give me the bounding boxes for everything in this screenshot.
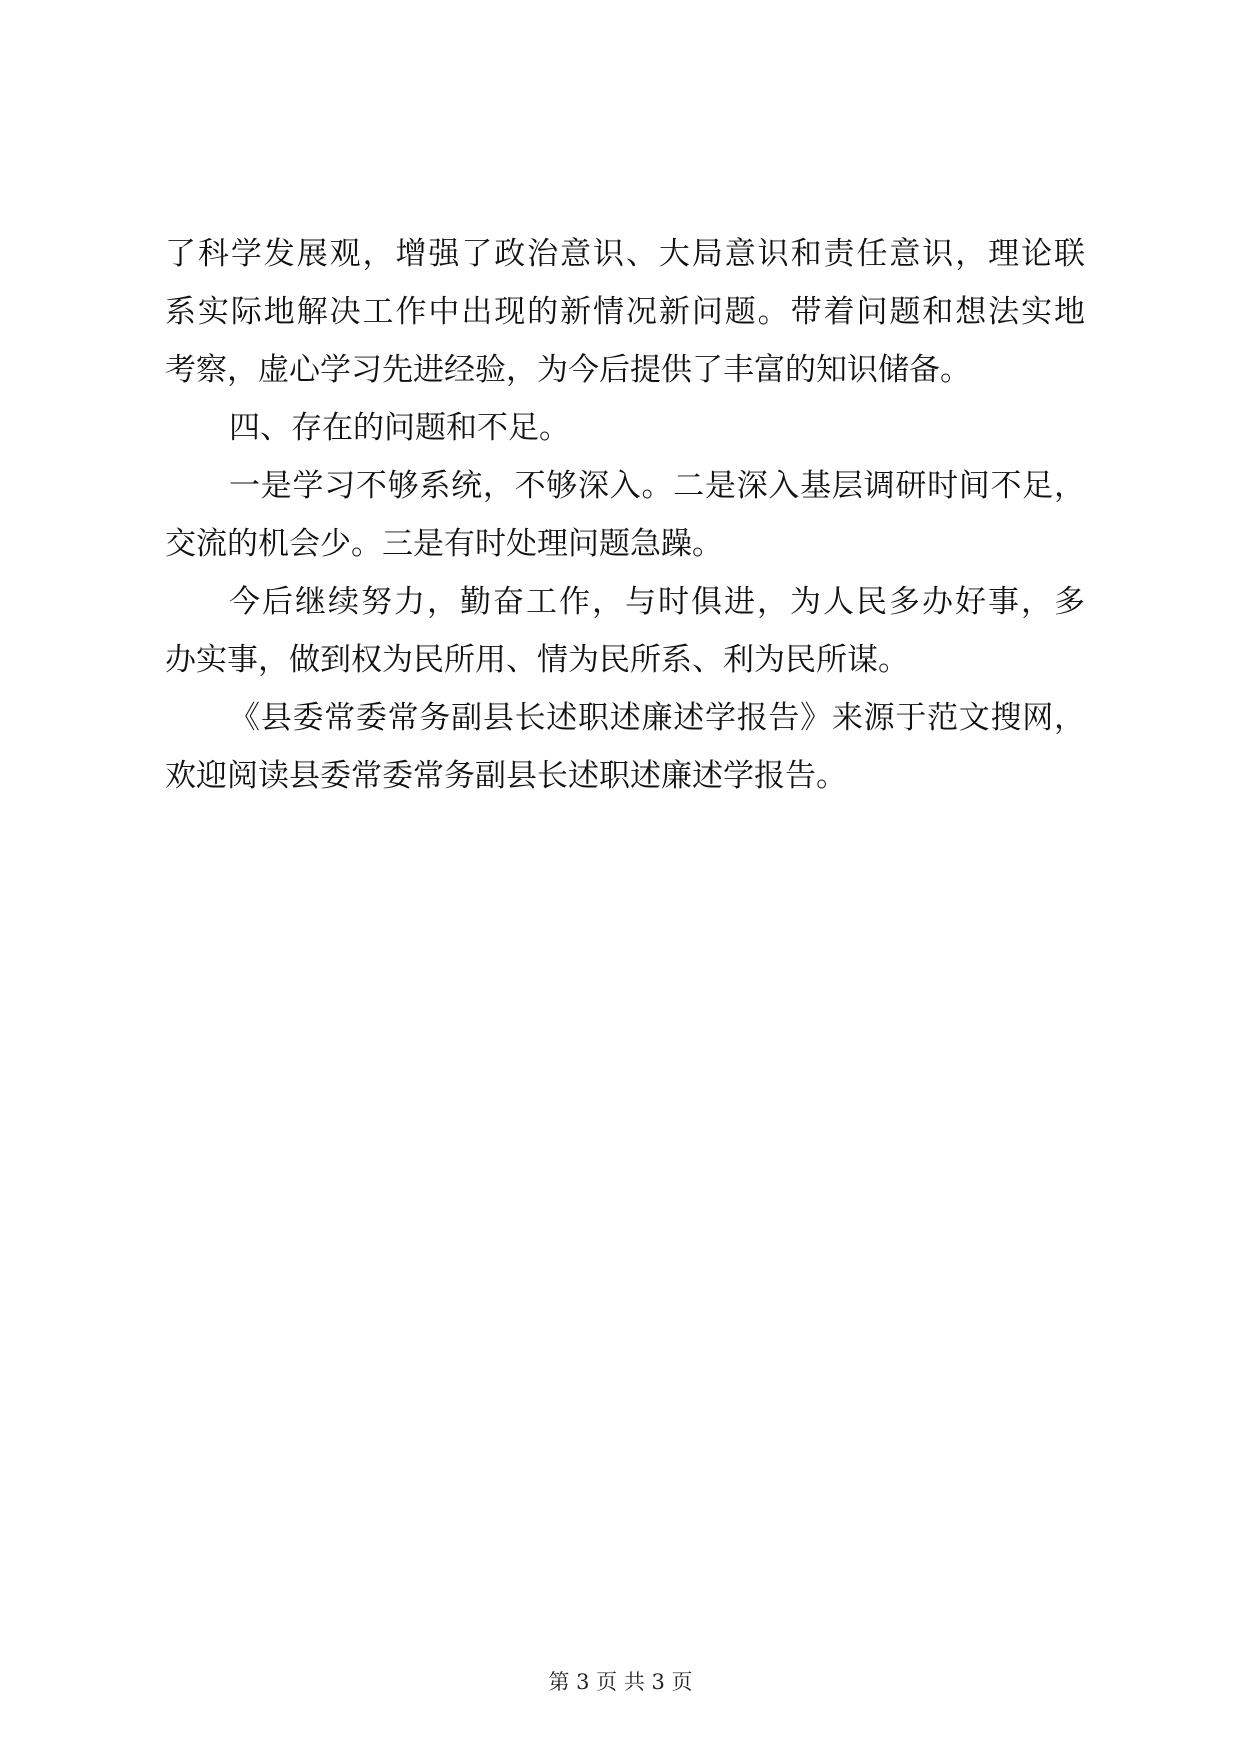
- body-line-10: 欢迎阅读县委常委常务副县长述职述廉述学报告。: [165, 758, 847, 794]
- body-line-7: 今后继续努力，勤奋工作，与时俱进，为人民多办好事，多: [229, 584, 1085, 620]
- body-line-8: 办实事，做到权为民所用、情为民所系、利为民所谋。: [165, 642, 909, 678]
- body-line-9: 《县委常委常务副县长述职述廉述学报告》来源于范文搜网，: [229, 700, 1085, 736]
- page-number-footer: 第 3 页 共 3 页: [548, 1670, 693, 1694]
- section-heading: 四、存在的问题和不足。: [229, 410, 570, 446]
- body-line-5: 一是学习不够系统，不够深入。二是深入基层调研时间不足，: [229, 468, 1085, 504]
- body-line-2: 系实际地解决工作中出现的新情况新问题。带着问题和想法实地: [165, 294, 1085, 330]
- body-line-6: 交流的机会少。三是有时处理问题急躁。: [165, 526, 723, 562]
- body-line-3: 考察，虚心学习先进经验，为今后提供了丰富的知识储备。: [165, 352, 971, 388]
- body-line-1: 了科学发展观，增强了政治意识、大局意识和责任意识，理论联: [165, 236, 1085, 272]
